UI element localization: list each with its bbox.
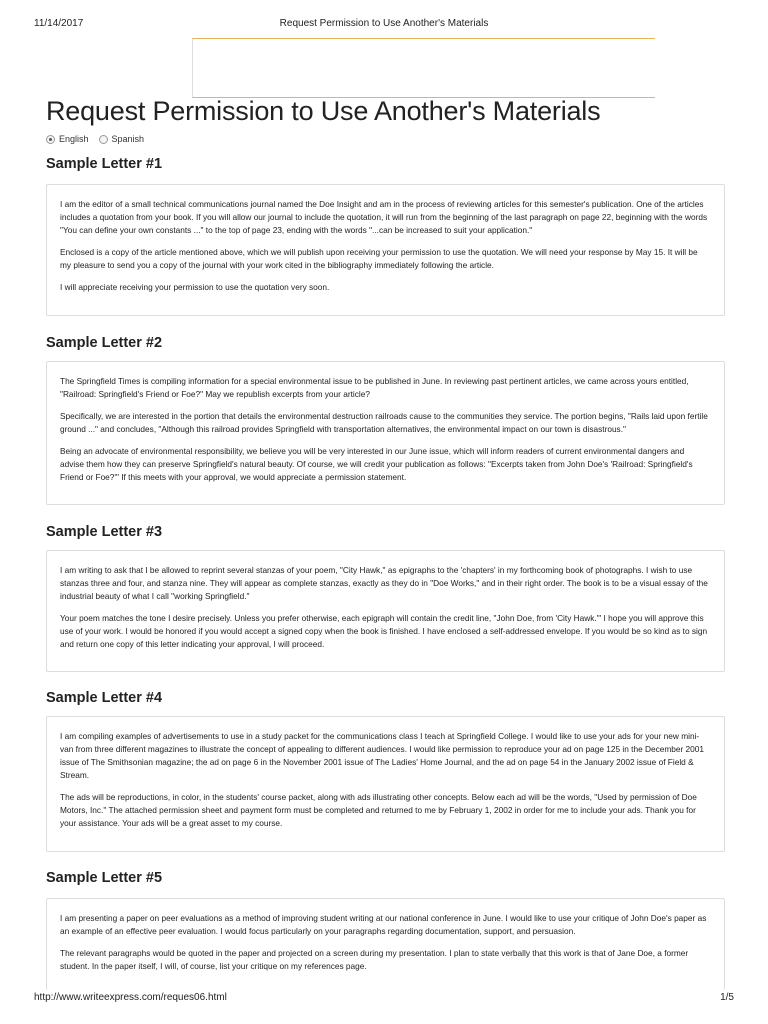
radio-selected-icon[interactable]: [46, 135, 55, 144]
letter-3-box: [46, 550, 725, 672]
language-selector: [46, 134, 150, 144]
language-label-spanish: Spanish: [111, 134, 145, 144]
letter-paragraph: Being an advocate of environmental responsibility, we believe you will be very interested in our June issue, which will inform readers of current environmental dangers and advise them how they can preserve Springfield's natural beauty. Of course, we will credit your publication as follows: "Excerpts taken from John Doe's 'Railroad: Springfield's Friend or Foe?'" If this meets with your approval, we would appreciate a permission statement.: [60, 446, 693, 482]
print-page-title: Request Permission to Use Another's Materials: [279, 18, 489, 29]
language-option-spanish[interactable]: [99, 134, 145, 144]
print-url[interactable]: http://www.writeexpress.com/reques06.html: [34, 992, 227, 1003]
print-footer: [34, 992, 734, 1004]
letter-paragraph: The ads will be reproductions, in color, in the students' course packet, along with ads illustrating other concepts. Below each ad will be the words, "Used by permission of Doe Motors, Inc." The attached permission sheet and payment form must be completed and returned to me by February 1, 2002 in order for me to include your ads. Thank you for your assistance. Your ads will be a great asset to my course.: [60, 792, 697, 828]
letter-paragraph: I am writing to ask that I be allowed to reprint several stanzas of your poem, "City Hawk," as epigraphs to the 'chapters' in my forthcoming book of photographs. I wish to use stanzas three and four, and stanza nine. They will appear as complete stanzas, exactly as they do in "Doe Works," and in their right order. The book is to be a visual essay of the industrial beauty of what I call "working Springfield.": [60, 565, 708, 601]
letter-paragraph: I will appreciate receiving your permission to use the quotation very soon.: [60, 282, 330, 292]
letter-paragraph: The Springfield Times is compiling information for a special environmental issue to be published in June. In reviewing past pertinent articles, we came across yours entitled, "Railroad: Springfield's Friend or Foe?" May we republish excerpts from your article?: [60, 376, 689, 399]
print-page-number: 1/5: [720, 992, 734, 1003]
letter-paragraph: I am the editor of a small technical communications journal named the Doe Insight and am in the process of reviewing articles for this semester's publication. One of the articles includes a quotation from your book. If you will allow our journal to include the quotation, it will run from the beginning of the last paragraph on page 22, beginning with the words "You can define your own constants ..." to the top of page 23, ending with the words "...can be increased to suit your application.": [60, 199, 708, 235]
letter-5-box: [46, 898, 725, 990]
print-date: 11/14/2017: [34, 18, 84, 29]
letter-4-box: [46, 716, 725, 852]
letter-paragraph: I am presenting a paper on peer evaluations as a method of improving student writing at our national conference in June. I would like to use your critique of John Doe's paper as an example of an effective peer evaluation. I would focus particularly on your paragraphs regarding documentation, support, and persuasion.: [60, 913, 707, 936]
letter-5-heading: Sample Letter #5: [46, 870, 163, 886]
letter-4-heading: Sample Letter #4: [46, 690, 163, 706]
letter-2-heading: Sample Letter #2: [46, 335, 163, 351]
print-header: [34, 18, 734, 32]
letter-3-heading: Sample Letter #3: [46, 524, 163, 540]
letter-paragraph: The relevant paragraphs would be quoted in the paper and projected on a screen during my presentation. I plan to state verbally that this work is that of Jane Doe, a former student. In the paper itself, I will, of course, list your critique on my references page.: [60, 948, 689, 971]
letter-2-box: [46, 361, 725, 505]
letter-1-heading: Sample Letter #1: [46, 156, 163, 172]
radio-unselected-icon[interactable]: [99, 135, 108, 144]
letter-paragraph: Specifically, we are interested in the portion that details the environmental destruction railroads cause to the communities they service. The portion begins, "Rails laid upon fertile ground ..." and concludes, "Although this railroad provides Springfield with transportation alternatives, the environmental impact on our town is disastrous.": [60, 411, 708, 434]
page-title: Request Permission to Use Another's Materials: [46, 96, 601, 126]
language-option-english[interactable]: [46, 134, 89, 144]
letter-paragraph: I am compiling examples of advertisements to use in a study packet for the communications class I teach at Springfield College. I would like to use your ads for your new mini-van from three different magazines to illustrate the concept of appealing to different audiences. I would like permission to reproduce your ad on page 125 in the December 2001 issue of The Smithsonian magazine; the ad on page 6 in the November 2001 issue of The Ladies' Home Journal, and the ad on page 54 in the January 2002 issue of Field & Stream.: [60, 731, 705, 780]
ad-placeholder: [192, 38, 655, 98]
letter-paragraph: Enclosed is a copy of the article mentioned above, which we will publish upon receiving your permission to use the quotation. We will need your response by May 15. It will be my pleasure to send you a copy of the journal with your work cited in the bibliography immediately following the article.: [60, 247, 698, 270]
language-label-english: English: [59, 134, 89, 144]
letter-paragraph: Your poem matches the tone I desire precisely. Unless you prefer otherwise, each epigraph will contain the credit line, "John Doe, from 'City Hawk.'" I hope you will approve this use of your work. I would be honored if you would accept a signed copy when the book is finished. I have enclosed a self-addressed envelope. If you would be so kind as to sign and return one copy of this letter indicating your approval, I will proceed.: [60, 613, 708, 649]
letter-1-box: [46, 184, 725, 316]
